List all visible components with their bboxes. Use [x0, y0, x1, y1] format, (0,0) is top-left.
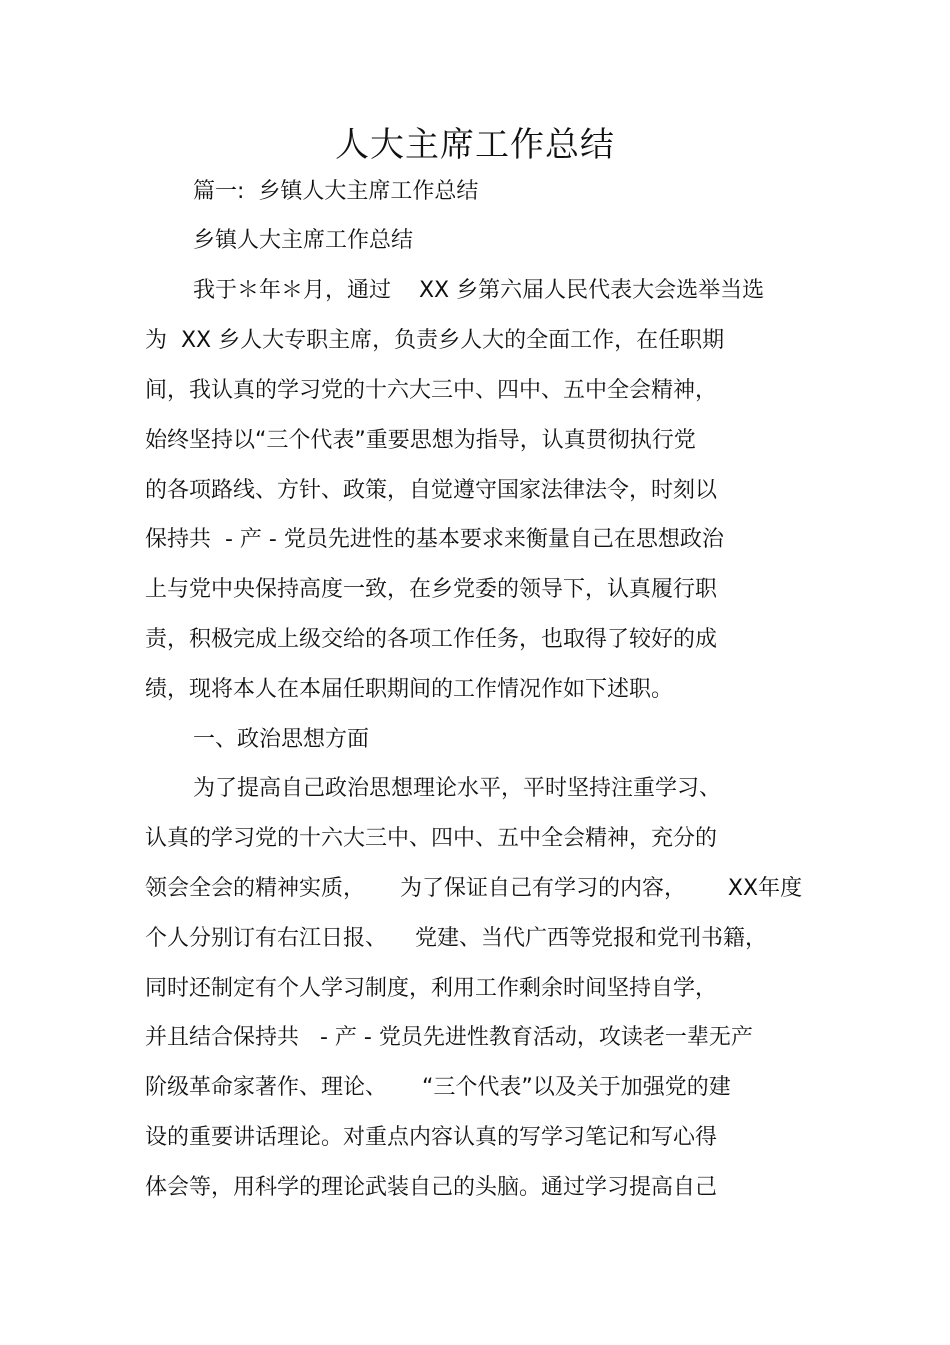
paragraph-line: 篇一: 乡镇人大主席工作总结 [193, 179, 479, 204]
paragraph-line: 的各项路线、方针、政策，自觉遵守国家法律法令，时刻以 [145, 478, 718, 503]
document-title: 人大主席工作总结 [335, 125, 615, 165]
paragraph-line: 间，我认真的学习党的十六大三中、四中、五中全会精神， [145, 378, 718, 403]
section-heading: 一、政治思想方面 [193, 727, 370, 752]
paragraph-line: 我于＊年＊月，通过 XX 乡第六届人民代表大会选举当选 [193, 278, 765, 303]
paragraph-line: 领会全会的精神实质， 为了保证自己有学习的内容， XX年度 [145, 876, 803, 901]
paragraph-line: 责，积极完成上级交给的各项工作任务，也取得了较好的成 [145, 627, 718, 652]
paragraph-line: 上与党中央保持高度一致，在乡党委的领导下，认真履行职 [145, 577, 718, 602]
paragraph-line: 为 XX 乡人大专职主席，负责乡人大的全面工作，在任职期 [145, 328, 725, 353]
paragraph-line: 绩，现将本人在本届任职期间的工作情况作如下述职。 [145, 677, 674, 702]
paragraph-line: 始终坚持以“三个代表”重要思想为指导，认真贯彻执行党 [145, 428, 696, 453]
paragraph-line: 并且结合保持共 - 产 - 党员先进性教育活动，攻读老一辈无产 [145, 1025, 753, 1050]
paragraph-line: 体会等，用科学的理论武装自己的头脑。通过学习提高自己 [145, 1175, 718, 1200]
paragraph-line: 认真的学习党的十六大三中、四中、五中全会精神，充分的 [145, 826, 718, 851]
paragraph-line: 保持共 - 产 - 党员先进性的基本要求来衡量自己在思想政治 [145, 527, 724, 552]
paragraph-line: 个人分别订有右江日报、 党建、当代广西等党报和党刊书籍， [145, 926, 767, 951]
paragraph-line: 阶级革命家著作、理论、 “三个代表”以及关于加强党的建 [145, 1075, 731, 1100]
paragraph-line: 乡镇人大主席工作总结 [193, 228, 414, 253]
paragraph-line: 为了提高自己政治思想理论水平，平时坚持注重学习、 [193, 776, 722, 801]
paragraph-line: 设的重要讲话理论。对重点内容认真的写学习笔记和写心得 [145, 1125, 718, 1150]
paragraph-line: 同时还制定有个人学习制度，利用工作剩余时间坚持自学， [145, 976, 718, 1001]
